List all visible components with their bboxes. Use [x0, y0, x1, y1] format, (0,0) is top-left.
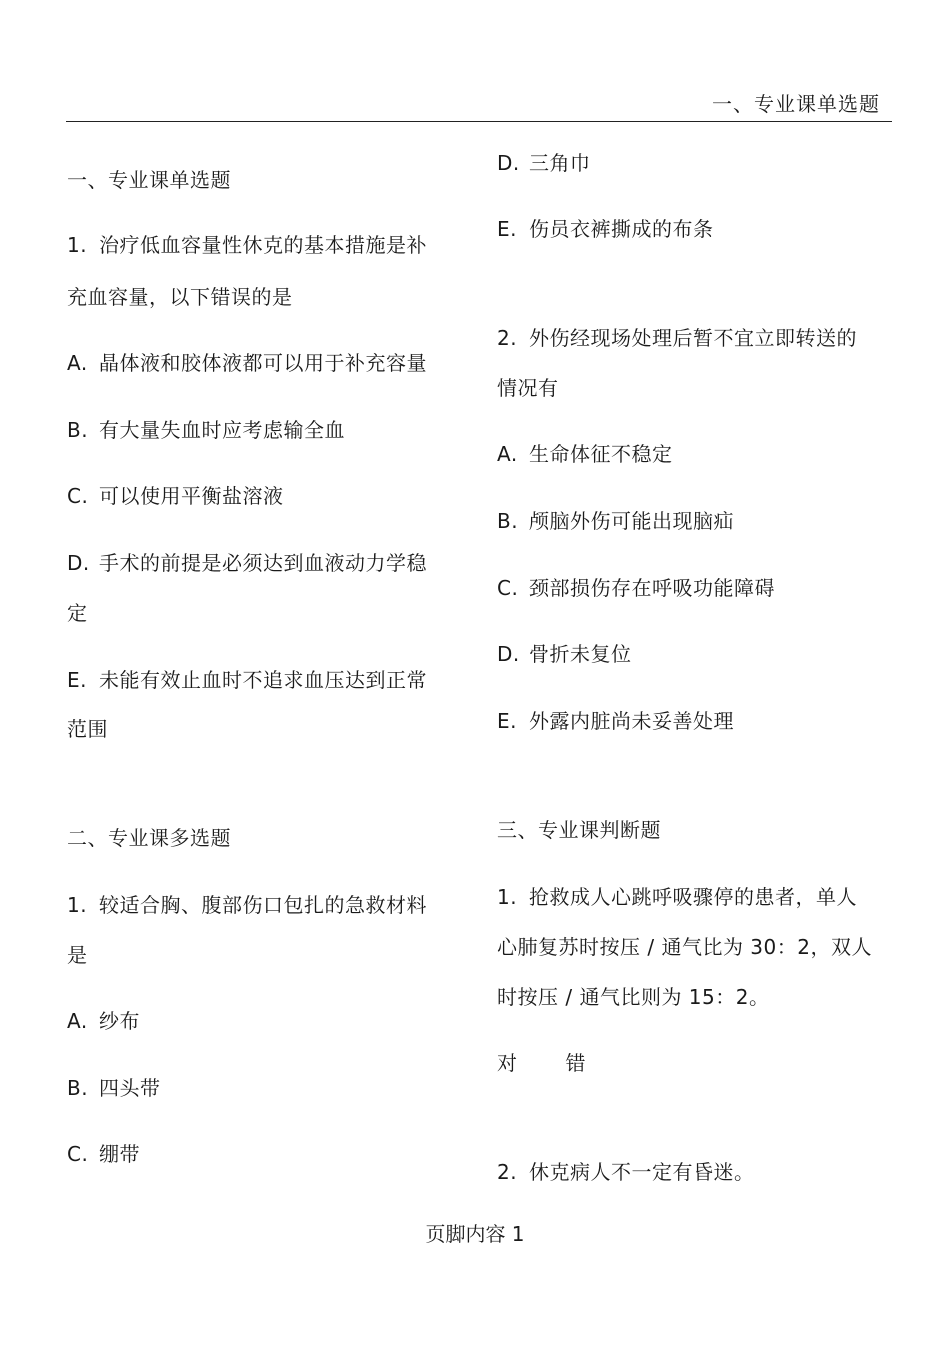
option-text: 颈部损伤存在呼吸功能障碍 [529, 576, 775, 600]
mq-1-line-2: 是 [67, 943, 88, 967]
tf-2-line-1 [497, 1159, 755, 1185]
tf-1-answer-options [497, 1050, 586, 1076]
question-1-line-1 [67, 232, 427, 258]
page-footer: 页脚内容 1 [425, 1222, 525, 1246]
mq-2-line-2: 情况有 [497, 376, 559, 400]
option-b [67, 1075, 161, 1101]
option-text: 未能有效止血时不追求血压达到正常 [99, 668, 427, 692]
option-b [67, 417, 345, 443]
option-label: C. [67, 1142, 89, 1166]
option-text: 三角巾 [529, 151, 591, 175]
option-e [67, 667, 427, 693]
option-text: 四头带 [99, 1076, 161, 1100]
option-d [497, 641, 632, 667]
option-label: E. [497, 709, 517, 733]
option-label: D. [497, 642, 520, 666]
tf-1-line-3: 时按压 / 通气比则为 15：2。 [497, 985, 770, 1009]
option-label: A. [67, 351, 88, 375]
option-c [67, 1141, 140, 1167]
tf-1-line-2: 心肺复苏时按压 / 通气比为 30：2，双人 [497, 935, 872, 959]
option-text: 颅脑外伤可能出现脑疝 [529, 509, 734, 533]
option-label: B. [497, 509, 519, 533]
false-option[interactable]: 错 [565, 1051, 586, 1075]
option-c [67, 483, 284, 509]
question-number: 2. [497, 1160, 518, 1184]
question-number: 1. [497, 885, 518, 909]
option-e [497, 216, 714, 242]
option-label: E. [497, 217, 517, 241]
option-text: 伤员衣裤撕成的布条 [529, 217, 714, 241]
option-b [497, 508, 734, 534]
option-text: 绷带 [99, 1142, 140, 1166]
true-option[interactable]: 对 [497, 1051, 518, 1075]
option-label: E. [67, 668, 87, 692]
option-d-continuation: 定 [67, 601, 88, 625]
question-number: 1. [67, 893, 88, 917]
option-d [497, 150, 591, 176]
option-text: 纱布 [99, 1009, 140, 1033]
option-c [497, 575, 775, 601]
option-d [67, 550, 427, 576]
option-label: D. [67, 551, 90, 575]
option-text: 生命体征不稳定 [529, 442, 673, 466]
question-text: 较适合胸、腹部伤口包扎的急救材料 [99, 893, 427, 917]
page-header-title: 一、专业课单选题 [712, 92, 880, 116]
option-text: 外露内脏尚未妥善处理 [529, 709, 734, 733]
section-title-multiple-choice: 二、专业课多选题 [67, 826, 231, 850]
tf-1-line-1 [497, 884, 857, 910]
question-1-line-2: 充血容量，以下错误的是 [67, 285, 293, 309]
option-label: B. [67, 418, 89, 442]
option-label: A. [497, 442, 518, 466]
mq-2-line-1 [497, 325, 857, 351]
option-label: C. [497, 576, 519, 600]
option-text: 有大量失血时应考虑输全血 [99, 418, 345, 442]
question-text: 治疗低血容量性休克的基本措施是补 [99, 233, 427, 257]
section-title-true-false: 三、专业课判断题 [497, 818, 661, 842]
header-divider [66, 121, 892, 122]
option-text: 手术的前提是必须达到血液动力学稳 [99, 551, 427, 575]
option-text: 骨折未复位 [529, 642, 632, 666]
option-e [497, 708, 734, 734]
option-label: D. [497, 151, 520, 175]
question-number: 1. [67, 233, 88, 257]
option-a [67, 350, 427, 376]
option-label: B. [67, 1076, 89, 1100]
question-number: 2. [497, 326, 518, 350]
mq-1-line-1 [67, 892, 427, 918]
question-text: 休克病人不一定有昏迷。 [529, 1160, 755, 1184]
section-title-single-choice: 一、专业课单选题 [67, 168, 231, 192]
option-label: C. [67, 484, 89, 508]
option-text: 可以使用平衡盐溶液 [99, 484, 284, 508]
option-label: A. [67, 1009, 88, 1033]
question-text: 外伤经现场处理后暂不宜立即转送的 [529, 326, 857, 350]
option-e-continuation: 范围 [67, 717, 108, 741]
option-a [67, 1008, 140, 1034]
question-text: 抢救成人心跳呼吸骤停的患者，单人 [529, 885, 857, 909]
option-text: 晶体液和胶体液都可以用于补充容量 [99, 351, 427, 375]
option-a [497, 441, 673, 467]
